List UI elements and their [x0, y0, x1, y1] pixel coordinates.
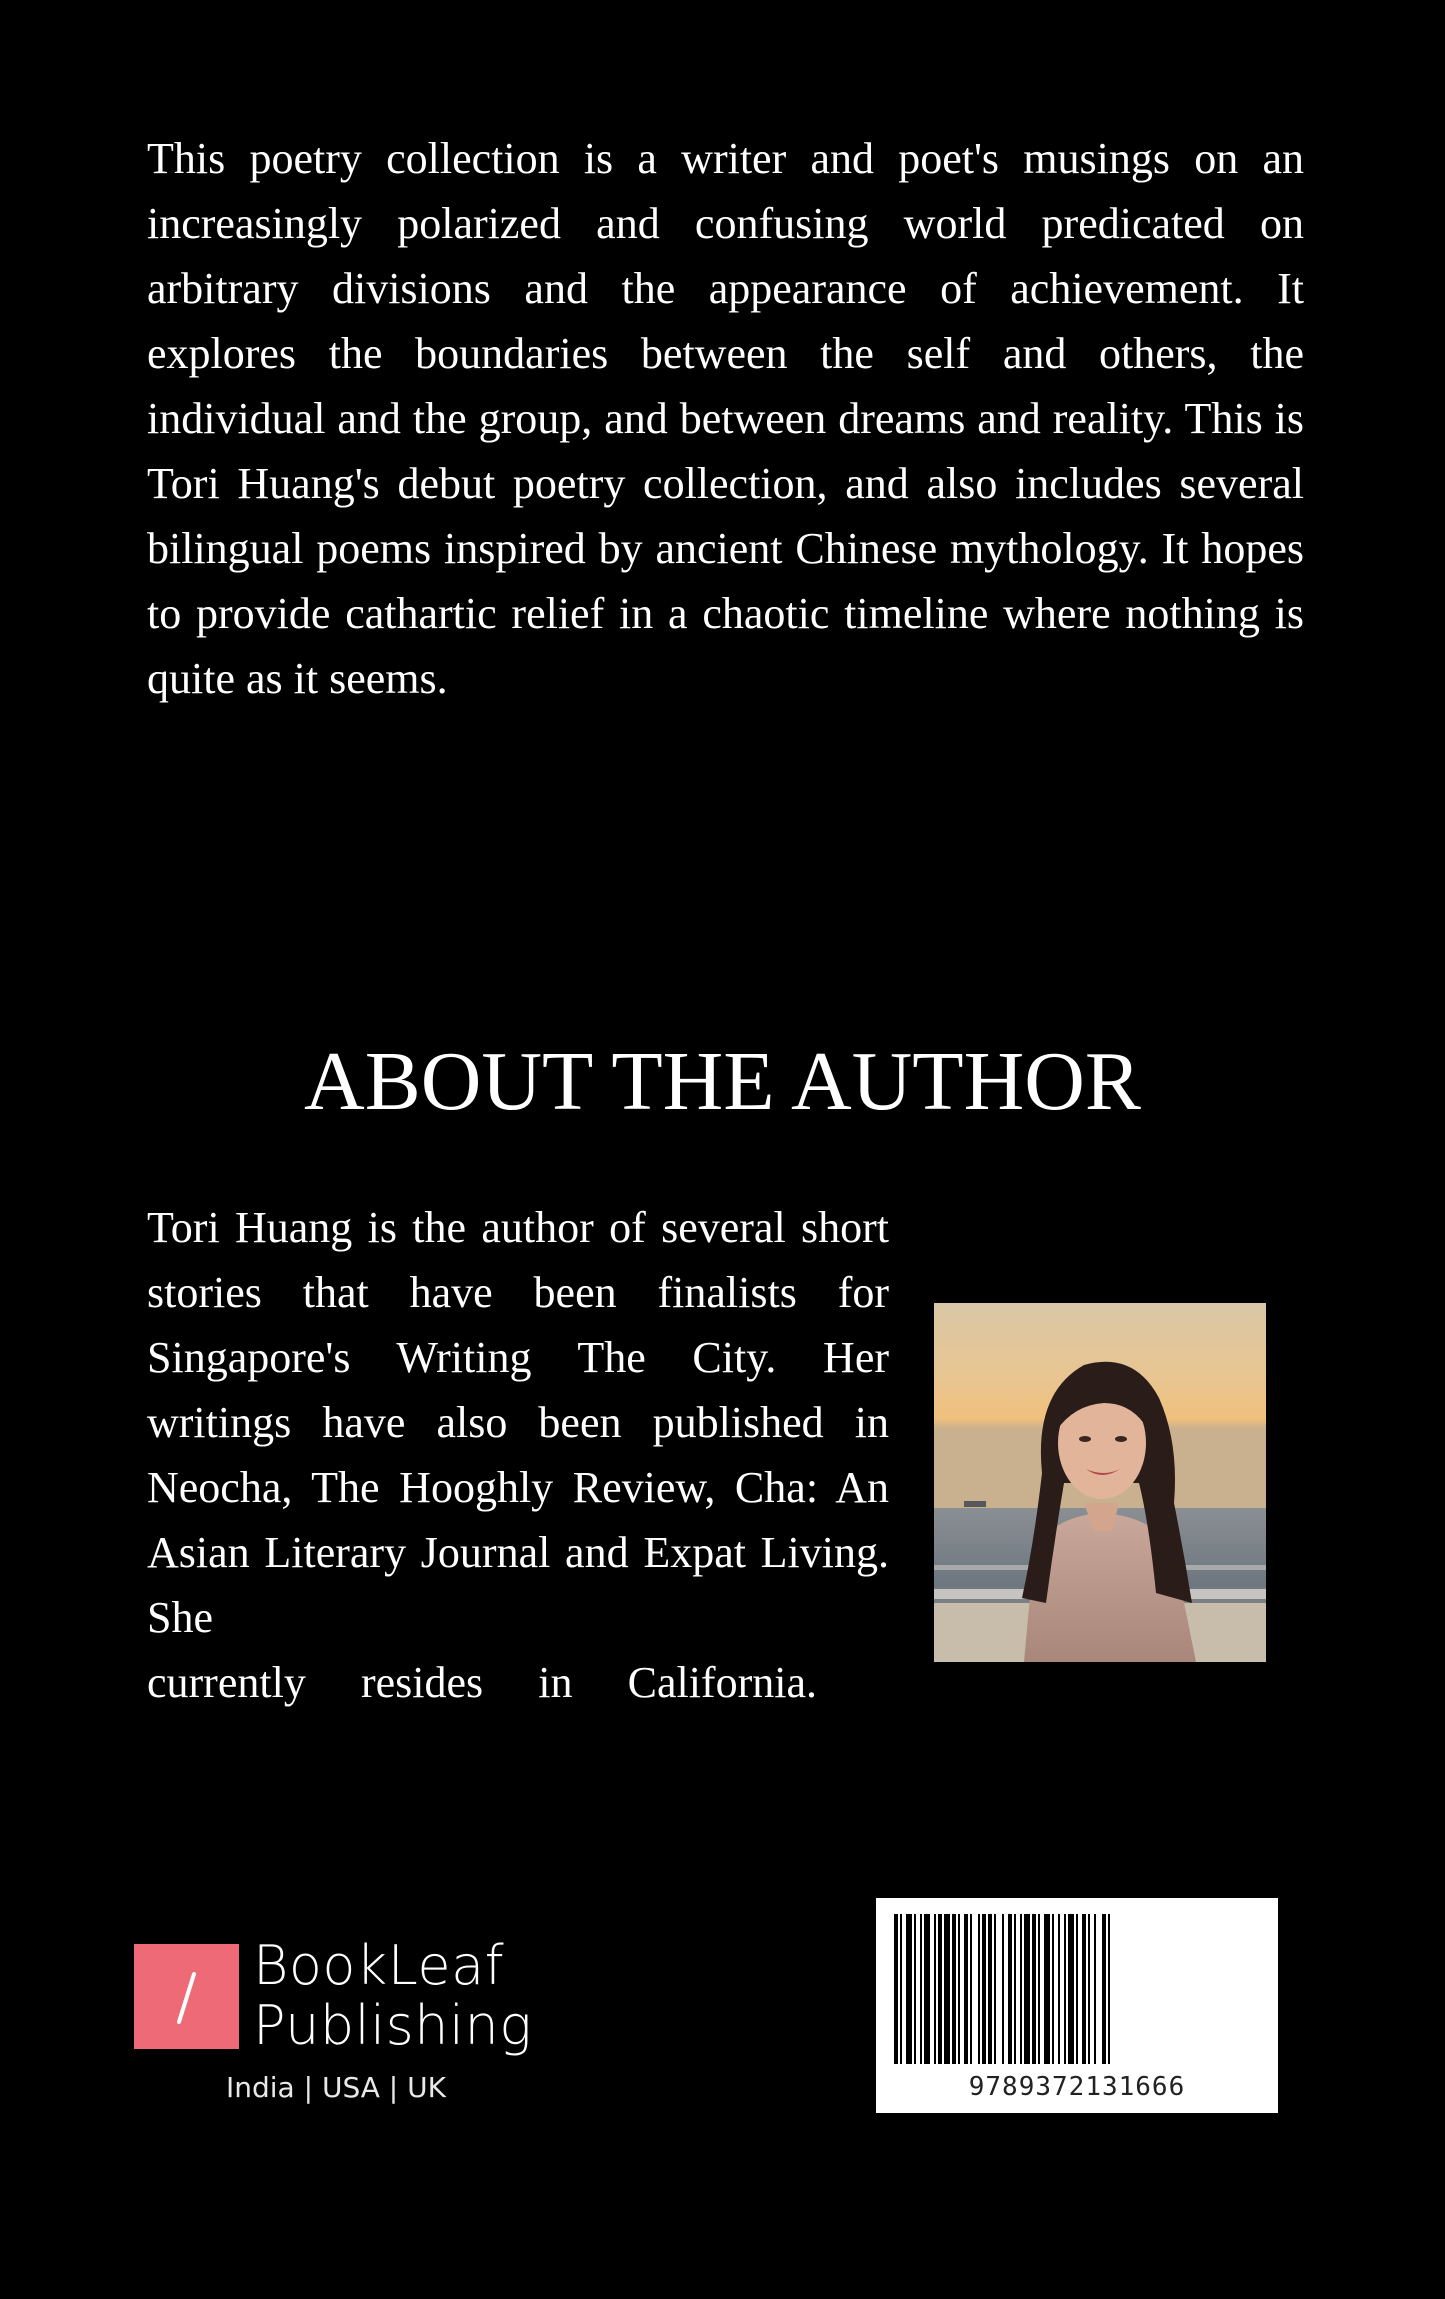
barcode-bar: [964, 1914, 968, 2064]
barcode-bar: [1014, 1914, 1016, 2064]
barcode-bar: [1052, 1914, 1054, 2064]
barcode-bar: [1044, 1914, 1050, 2064]
book-blurb: This poetry collection is a writer and poet's musings on an increasingly polarized and confusing world predicated on arbitrary divisions and the appearance of achievement. It explores the boundaries between the self and others, the individual and the group, and between dreams and reality. This is Tori Huang's debut poetry collection, and also includes several bilingual poems inspired by ancient Chinese mythology. It hopes to provide cathartic relief in a chaotic timeline where nothing is quite as it seems.: [147, 134, 1304, 703]
barcode-bar: [1002, 1914, 1004, 2064]
barcode-bar: [914, 1914, 916, 2064]
barcode-bar: [1024, 1914, 1030, 2064]
barcode-bar: [1008, 1914, 1012, 2064]
barcode-bar: [1076, 1914, 1078, 2064]
about-author-heading: ABOUT THE AUTHOR: [304, 1035, 1141, 1128]
barcode-bar: [1020, 1914, 1022, 2064]
barcode-bar: [1068, 1914, 1074, 2064]
publisher-logo: [134, 1944, 239, 2049]
barcode-bar: [934, 1914, 936, 2064]
author-portrait-photo: [934, 1303, 1266, 1662]
publisher-name-line2: Publishing: [253, 1994, 533, 2057]
barcode-bar: [1102, 1914, 1106, 2064]
barcode-bar: [1064, 1914, 1066, 2064]
isbn-barcode: [876, 1898, 1278, 2113]
barcode-bar: [978, 1914, 980, 2064]
barcode-bar: [970, 1914, 972, 2064]
barcode-bar: [958, 1914, 960, 2064]
author-bio-last-line: currently resides in California.: [147, 1658, 817, 1707]
barcode-bar: [900, 1914, 902, 2064]
publisher-regions: India | USA | UK: [226, 2071, 446, 2104]
isbn-number: 9789372131666: [968, 2072, 1186, 2102]
barcode-bar: [1082, 1914, 1086, 2064]
barcode-bar: [938, 1914, 942, 2064]
barcode-bar: [1032, 1914, 1036, 2064]
barcode-bar: [988, 1914, 992, 2064]
publisher-name: [253, 1936, 532, 2056]
slash-logo-icon: [134, 1944, 239, 2049]
barcode-bar: [1038, 1914, 1040, 2064]
barcode-bar: [920, 1914, 922, 2064]
barcode-bar: [894, 1914, 898, 2064]
author-bio: Tori Huang is the author of several short stories that have been finalists for Singapore's Writing The City. Her writings have also been published in Neocha, The Hooghly Review, Cha: An Asian Literary Journal and Expat Living. She: [147, 1203, 889, 1642]
barcode-bar: [994, 1914, 996, 2064]
barcode-bar: [906, 1914, 912, 2064]
barcode-bars: [876, 1898, 1278, 2068]
barcode-bar: [1108, 1914, 1110, 2064]
barcode-bar: [1088, 1914, 1090, 2064]
barcode-bar: [924, 1914, 930, 2064]
barcode-bar: [1058, 1914, 1060, 2064]
barcode-bar: [944, 1914, 950, 2064]
barcode-bar: [1094, 1914, 1096, 2064]
barcode-bar: [952, 1914, 956, 2064]
publisher-name-line1: BookLeaf: [253, 1934, 505, 1997]
barcode-bar: [982, 1914, 986, 2064]
author-photo: [934, 1303, 1266, 1662]
